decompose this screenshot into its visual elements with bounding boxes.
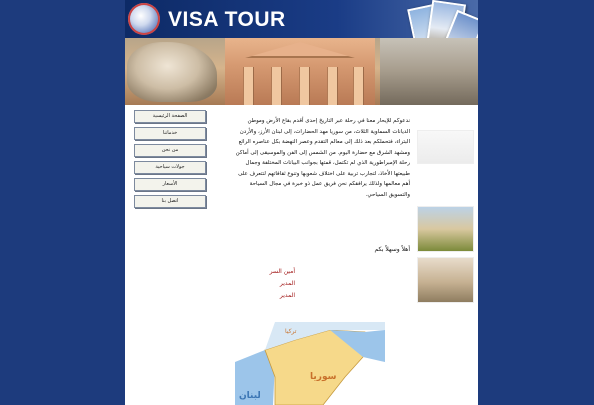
nav-button-tours[interactable]: جولات سياحية [134,161,206,174]
globe-logo-icon[interactable] [128,3,160,35]
treasury-column [271,67,282,105]
welcome-signature: أهلاً وسهلاً بكم [374,246,410,253]
treasury-column [353,67,364,105]
treasury-column [327,67,338,105]
map-label-lebanon: لبنان [239,391,261,401]
contact-item[interactable]: المدير [279,280,295,287]
treasury-pediment [245,42,355,58]
region-map [235,322,385,405]
side-photo-palmyra [417,257,474,303]
nav-button-home[interactable]: الصفحة الرئيسية [134,110,206,123]
site-logo-text[interactable]: VISA TOUR [168,8,286,31]
treasury-column [243,67,254,105]
contact-item[interactable]: المدير [279,292,295,299]
treasury-column [299,67,310,105]
contact-item[interactable]: أمين السر [269,268,295,275]
mosque-image [380,38,478,105]
content-frame [125,0,478,405]
header-banner-image [125,38,478,105]
nav-button-prices[interactable]: الأسعار [134,178,206,191]
nav-button-about[interactable]: من نحن [134,144,206,157]
petra-treasury-image [225,38,375,105]
side-photo-top [417,130,474,164]
intro-paragraph: ندعوكم للإبحار معنا في رحلة عبر التاريخ إحدى أقدم بقاع الأرض وموطن الديانات السماوية الثلاث، من سوريا مهد الحضارات، إلى لبنان الأرز، والأردن البتراء، فتحملكم بعد ذلك إلى معالم التقدم وعصر النهضة بكل عناصره الرائع ومشهد الشرق مع حضارة اليوم. من الشمس إلى الفن والموسيقى إلى أماكن رحلة الإمبراطورية الذي لم تكتمل، قمتها بجوانب البيانات المختلفة وجمال طبيعتها الأخاذ، لتجارب تربية على اختلاف شعوبها وتنوع ثقافاتهم لتتعرف على أهم معالمها ولذلك يرافقكم نحن فريق عمل ذو خبرة في مجال السياحة والتسويق السياحي. [235,118,410,198]
map-label-syria: سوريا [310,372,337,382]
contact-list [235,266,295,302]
map-label-turkey: تركيا [285,328,297,335]
nav-button-contact[interactable]: اتصل بنا [134,195,206,208]
nav-button-services[interactable]: خدماتنا [134,127,206,140]
side-navigation [134,110,206,212]
side-photo-citadel [417,206,474,252]
pigeon-rock-image [127,42,217,102]
site-header [125,0,478,105]
header-bar [125,0,478,38]
